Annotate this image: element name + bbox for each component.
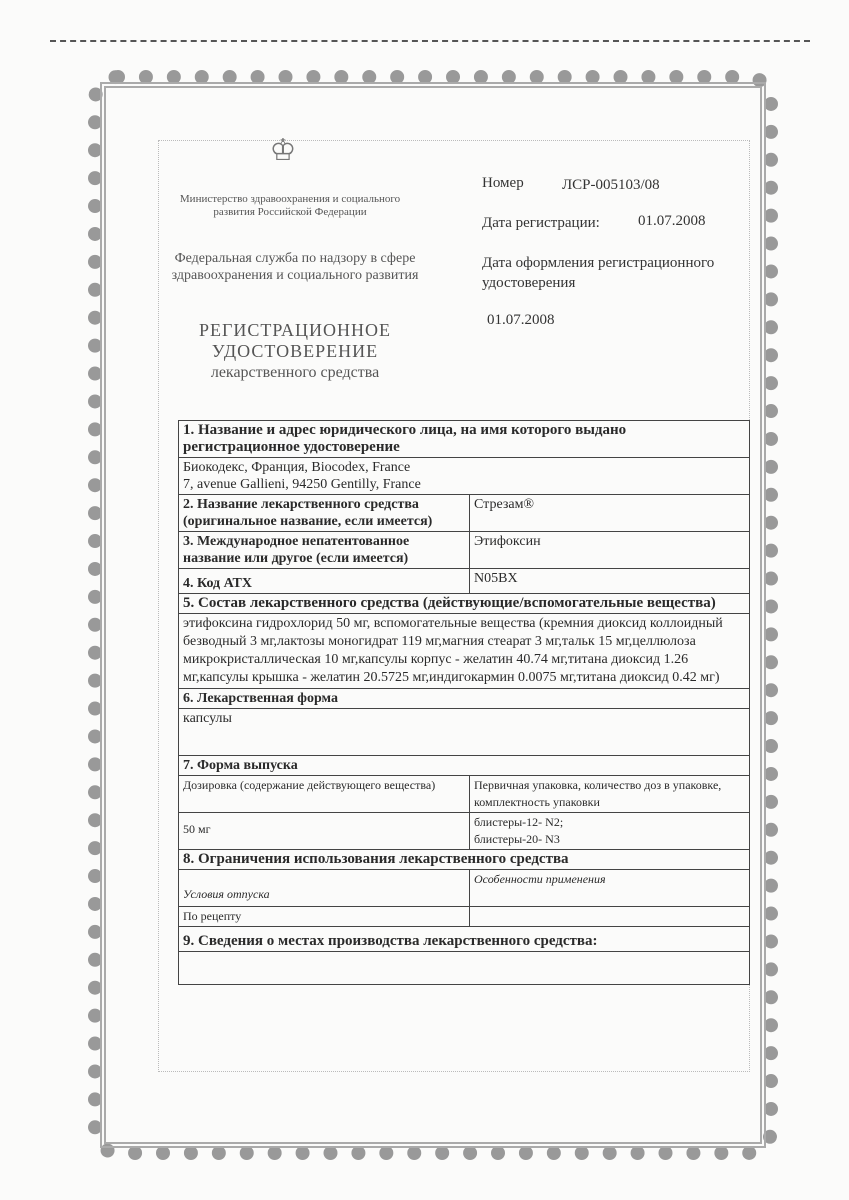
section-8-dispensing-header: Условия отпуска [179,870,470,907]
section-4-value: N05BX [470,569,750,594]
coat-of-arms-emblem-icon: ♔ [269,134,297,167]
pack-option-2: блистеры-20- N3 [474,832,560,846]
section-7-pack [470,813,750,850]
issue-date: 01.07.2008 [487,312,555,328]
section-5-title: 5. Состав лекарственного средства (действующие/вспомогательные вещества) [179,594,750,614]
section-5-value: этифоксина гидрохлорид 50 мг, вспомогательные вещества (кремния диоксид коллоидный безводный 3 мг,лактозы моногидрат 119 мг,магния стеарат 3 мг,тальк 15 мг,целлюлоза микрокристаллическая 10 мг,капсулы корпус - желатин 40.74 мг,титана диоксид 1.26 мг,капсулы крышка - желатин 20.5725 мг,индигокармин 0.0075 мг,титана диоксид 0.42 мг) [179,614,750,689]
section-8-usage-header: Особенности применения [470,870,750,907]
doc-title-2: УДОСТОВЕРЕНИЕ [211,341,379,361]
holder-address: 7, avenue Gallieni, 94250 Gentilly, France [183,477,421,492]
section-8-usage-value [470,907,750,927]
section-9-value [179,952,750,985]
doc-title-1: РЕГИСТРАЦИОННОЕ [198,320,392,340]
section-3-title: 3. Международное непатентованное название или другое (если имеется) [179,532,470,569]
section-4-title: 4. Код АТХ [179,569,470,594]
section-6-title: 6. Лекарственная форма [179,689,750,709]
section-2-title: 2. Название лекарственного средства (оригинальное название, если имеется) [179,495,470,532]
number-label: Номер [482,175,524,191]
scan-edge-line [50,40,810,42]
section-1-value [179,458,750,495]
service-name: Федеральная служба по надзору в сфере здравоохранения и социального развития [171,251,419,283]
section-8-title: 8. Ограничения использования лекарственного средства [179,850,750,870]
registration-number: ЛСР-005103/08 [562,177,660,193]
section-7-dose: 50 мг [179,813,470,850]
section-8-dispensing-value: По рецепту [179,907,470,927]
section-6-value: капсулы [179,709,750,756]
reg-date-label: Дата регистрации: [482,215,600,231]
section-3-value: Этифоксин [470,532,750,569]
holder-name: Биокодекс, Франция, Biocodex, France [183,460,411,475]
certificate-table [178,420,750,985]
issue-date-label: Дата оформления регистрационного удостоверения [482,255,715,291]
reg-date: 01.07.2008 [638,213,706,229]
section-7-pack-header: Первичная упаковка, количество доз в упаковке, комплектность упаковки [470,776,750,813]
section-1-title: 1. Название и адрес юридического лица, на имя которого выдано регистрационное удостоверение [179,421,750,458]
section-2-value: Стрезам® [470,495,750,532]
section-9-title: 9. Сведения о местах производства лекарственного средства: [179,927,750,952]
ministry-name: Министерство здравоохранения и социального развития Российской Федерации [179,193,401,218]
pack-option-1: блистеры-12- N2; [474,815,564,829]
section-7-title: 7. Форма выпуска [179,756,750,776]
doc-title-3: лекарственного средства [210,364,380,381]
section-7-dose-header: Дозировка (содержание действующего вещества) [179,776,470,813]
